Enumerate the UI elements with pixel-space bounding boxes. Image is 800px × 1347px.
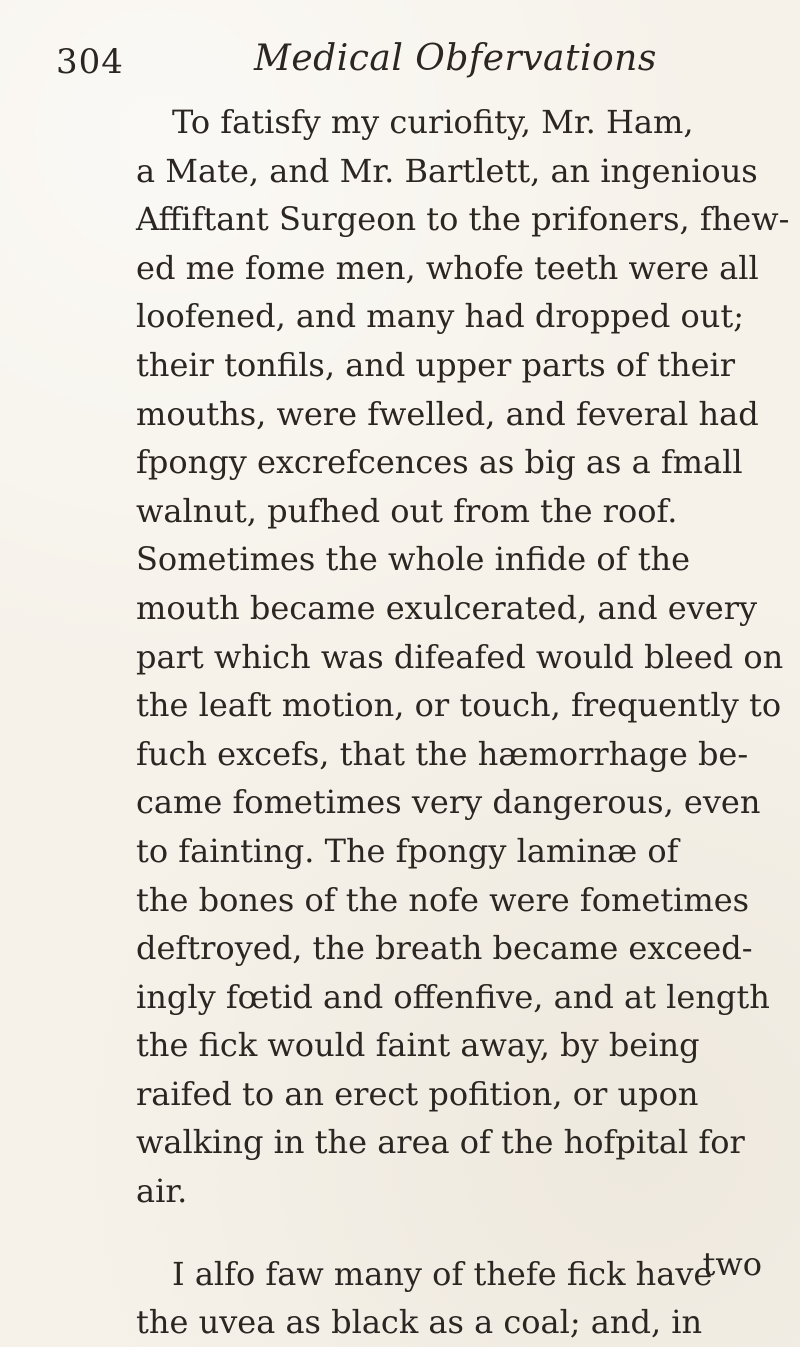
text-line: fuch excefs, that the hæmorrhage be- xyxy=(136,734,749,773)
text-line: Sometimes the whole infide of the xyxy=(136,540,691,579)
text-line: deftroyed, the breath became exceed- xyxy=(136,929,753,968)
text-line: I alfo faw many of thefe fick have xyxy=(172,1254,713,1293)
text-line: mouth became exulcerated, and every xyxy=(136,588,758,627)
text-line: the bones of the nofe were fometimes xyxy=(136,880,750,919)
text-line: air. xyxy=(136,1172,188,1211)
text-line: loofened, and many had dropped out; xyxy=(136,297,745,336)
page-header xyxy=(56,38,756,88)
main-text xyxy=(136,98,790,1347)
text-line: mouths, were fwelled, and feveral had xyxy=(136,394,759,433)
text-line: their tonfils, and upper parts of their xyxy=(136,345,736,384)
text-line: came fometimes very dangerous, even xyxy=(136,783,761,822)
text-line: the fick would faint away, by being xyxy=(136,1026,700,1065)
catchword: two xyxy=(702,1245,762,1283)
text-line: ed me fome men, whofe teeth were all xyxy=(136,248,759,287)
text-line: walnut, pufhed out from the roof. xyxy=(136,491,678,530)
text-line: fpongy excrefcences as big as a fmall xyxy=(136,443,743,482)
text-line: part which was difeafed would bleed on xyxy=(136,637,784,676)
text-line: raifed to an erect pofition, or upon xyxy=(136,1074,699,1113)
text-line: ingly fœtid and offenfive, and at length xyxy=(136,977,770,1016)
text-line: a Mate, and Mr. Bartlett, an ingenious xyxy=(136,151,758,190)
page-number: 304 xyxy=(56,42,124,82)
text-line: to fainting. The fpongy laminæ of xyxy=(136,831,679,870)
text-line: the uvea as black as a coal; and, in xyxy=(136,1303,703,1342)
text-line: To fatisfy my curiofity, Mr. Ham, xyxy=(172,103,694,141)
text-line: Affiftant Surgeon to the prifoners, fhew- xyxy=(136,200,790,239)
text-line: walking in the area of the hofpital for xyxy=(136,1123,745,1162)
text-line: the leaft motion, or touch, frequently to xyxy=(136,686,782,725)
running-head: Medical Obfervations xyxy=(254,38,657,79)
